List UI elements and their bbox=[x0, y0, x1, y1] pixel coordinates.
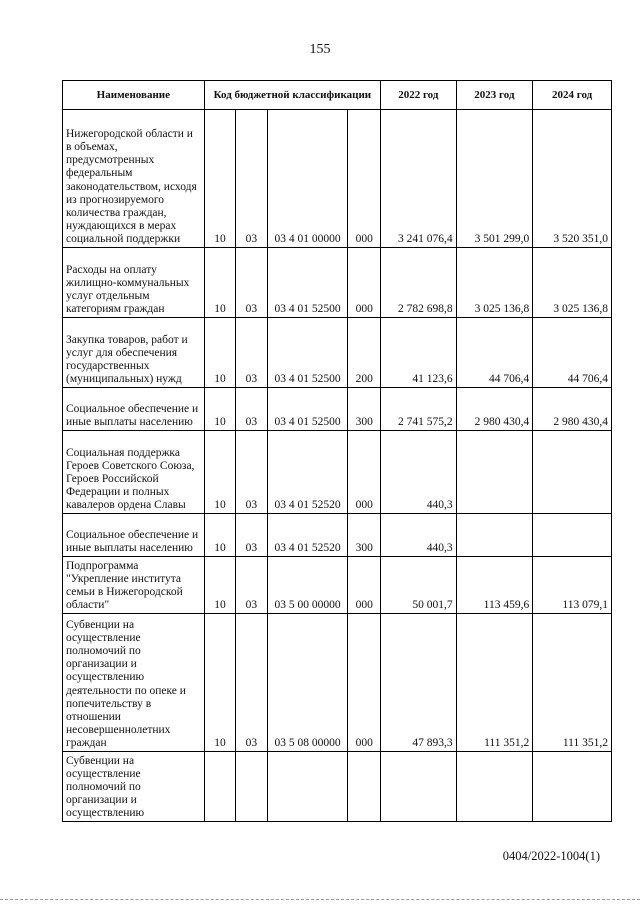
page-number: 155 bbox=[309, 42, 331, 57]
row-name: Субвенции на осуществление полномочий по организации и осуществлению bbox=[63, 752, 205, 822]
table-row bbox=[63, 752, 612, 822]
code-target: 03 4 01 00000 bbox=[267, 110, 348, 248]
code-section: 10 bbox=[204, 557, 235, 614]
value-2024: 3 025 136,8 bbox=[533, 248, 612, 318]
code-subsection bbox=[236, 752, 267, 822]
code-target: 03 4 01 52520 bbox=[267, 431, 348, 514]
value-2023: 44 706,4 bbox=[456, 318, 533, 388]
value-2023: 3 025 136,8 bbox=[456, 248, 533, 318]
value-2022: 2 782 698,8 bbox=[381, 248, 457, 318]
value-2022: 41 123,6 bbox=[381, 318, 457, 388]
value-2022: 50 001,7 bbox=[381, 557, 457, 614]
value-2022: 440,3 bbox=[381, 431, 457, 514]
table-row bbox=[63, 110, 612, 248]
value-2023: 111 351,2 bbox=[456, 614, 533, 752]
table-row bbox=[63, 557, 612, 614]
code-section: 10 bbox=[204, 614, 235, 752]
code-subsection: 03 bbox=[236, 248, 267, 318]
scan-edge-divider bbox=[0, 899, 640, 900]
value-2022: 2 741 575,2 bbox=[381, 388, 457, 431]
code-expense-type bbox=[348, 752, 381, 822]
code-expense-type: 300 bbox=[348, 388, 381, 431]
row-name: Закупка товаров, работ и услуг для обеспечения государственных (муниципальных) нужд bbox=[63, 318, 205, 388]
value-2024: 44 706,4 bbox=[533, 318, 612, 388]
header-name: Наименование bbox=[63, 81, 205, 110]
code-target: 03 4 01 52500 bbox=[267, 388, 348, 431]
code-subsection: 03 bbox=[236, 514, 267, 557]
code-subsection: 03 bbox=[236, 110, 267, 248]
value-2022: 47 893,3 bbox=[381, 614, 457, 752]
value-2024: 2 980 430,4 bbox=[533, 388, 612, 431]
code-expense-type: 000 bbox=[348, 431, 381, 514]
table-row bbox=[63, 388, 612, 431]
header-2024: 2024 год bbox=[533, 81, 612, 110]
value-2022 bbox=[381, 752, 457, 822]
table-row bbox=[63, 248, 612, 318]
value-2022: 3 241 076,4 bbox=[381, 110, 457, 248]
budget-table bbox=[62, 80, 612, 822]
value-2023 bbox=[456, 431, 533, 514]
code-target bbox=[267, 752, 348, 822]
code-section: 10 bbox=[204, 110, 235, 248]
document-code: 0404/2022-1004(1) bbox=[502, 849, 600, 863]
table-row bbox=[63, 318, 612, 388]
code-section: 10 bbox=[204, 431, 235, 514]
value-2023: 2 980 430,4 bbox=[456, 388, 533, 431]
code-subsection: 03 bbox=[236, 614, 267, 752]
value-2023 bbox=[456, 752, 533, 822]
table-row bbox=[63, 431, 612, 514]
header-2023: 2023 год bbox=[456, 81, 533, 110]
value-2024 bbox=[533, 514, 612, 557]
value-2024: 113 079,1 bbox=[533, 557, 612, 614]
code-expense-type: 000 bbox=[348, 557, 381, 614]
table-row bbox=[63, 614, 612, 752]
code-expense-type: 300 bbox=[348, 514, 381, 557]
code-target: 03 4 01 52500 bbox=[267, 318, 348, 388]
code-section: 10 bbox=[204, 388, 235, 431]
code-section: 10 bbox=[204, 514, 235, 557]
table-row bbox=[63, 514, 612, 557]
row-name: Субвенции на осуществление полномочий по организации и осуществлению деятельности по опеке и попечительству в отношении несовершеннолетних граждан bbox=[63, 614, 205, 752]
row-name: Социальная поддержка Героев Советского Союза, Героев Российской Федерации и полных кавалеров ордена Славы bbox=[63, 431, 205, 514]
value-2024: 111 351,2 bbox=[533, 614, 612, 752]
value-2024 bbox=[533, 752, 612, 822]
code-section: 10 bbox=[204, 248, 235, 318]
code-subsection: 03 bbox=[236, 557, 267, 614]
code-section: 10 bbox=[204, 318, 235, 388]
code-subsection: 03 bbox=[236, 431, 267, 514]
row-name: Подпрограмма "Укрепление института семьи в Нижегородской области" bbox=[63, 557, 205, 614]
code-expense-type: 200 bbox=[348, 318, 381, 388]
value-2022: 440,3 bbox=[381, 514, 457, 557]
code-target: 03 5 00 00000 bbox=[267, 557, 348, 614]
value-2023 bbox=[456, 514, 533, 557]
value-2024 bbox=[533, 431, 612, 514]
code-subsection: 03 bbox=[236, 388, 267, 431]
value-2024: 3 520 351,0 bbox=[533, 110, 612, 248]
table-header-row bbox=[63, 81, 612, 110]
code-target: 03 5 08 00000 bbox=[267, 614, 348, 752]
row-name: Социальное обеспечение и иные выплаты населению bbox=[63, 514, 205, 557]
row-name: Нижегородской области и в объемах, предусмотренных федеральным законодательством, исходя из прогнозируемого количества граждан, нуждающихся в мерах социальной поддержки bbox=[63, 110, 205, 248]
header-code: Код бюджетной классификации bbox=[204, 81, 380, 110]
code-expense-type: 000 bbox=[348, 248, 381, 318]
code-expense-type: 000 bbox=[348, 110, 381, 248]
row-name: Расходы на оплату жилищно-коммунальных услуг отдельным категориям граждан bbox=[63, 248, 205, 318]
code-target: 03 4 01 52520 bbox=[267, 514, 348, 557]
header-2022: 2022 год bbox=[381, 81, 457, 110]
code-target: 03 4 01 52500 bbox=[267, 248, 348, 318]
code-section bbox=[204, 752, 235, 822]
value-2023: 3 501 299,0 bbox=[456, 110, 533, 248]
value-2023: 113 459,6 bbox=[456, 557, 533, 614]
code-subsection: 03 bbox=[236, 318, 267, 388]
code-expense-type: 000 bbox=[348, 614, 381, 752]
row-name: Социальное обеспечение и иные выплаты населению bbox=[63, 388, 205, 431]
